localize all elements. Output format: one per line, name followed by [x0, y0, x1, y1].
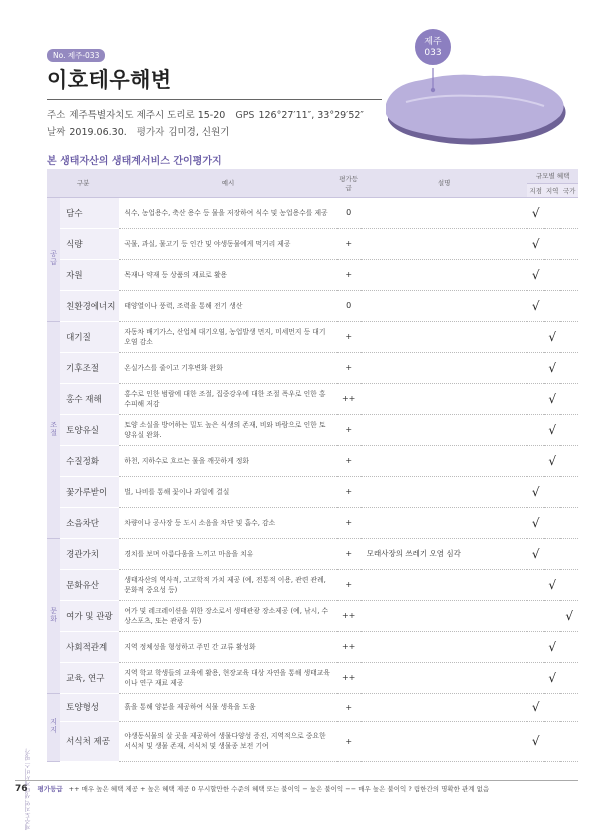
scale-national-cell	[560, 228, 578, 259]
title-divider	[47, 99, 382, 100]
service-grade: ++	[337, 600, 361, 631]
service-note	[361, 414, 528, 445]
service-item: 식량	[60, 228, 119, 259]
scale-local-cell	[527, 352, 543, 383]
scale-national-cell	[560, 197, 578, 228]
service-example: 생태자산의 역사적, 고고학적 가치 제공 (예, 전통적 이용, 관련 관례, 문화적 중요성 등)	[119, 569, 336, 600]
scale-local-cell: √	[527, 476, 543, 507]
scale-local-cell	[527, 662, 543, 693]
date-value: 2019.06.30.	[69, 127, 127, 138]
gps-value: 126°27′11″, 33°29′52″	[258, 110, 364, 121]
legend-label: 평가등급	[37, 785, 63, 793]
scale-regional-cell: √	[544, 383, 560, 414]
service-example: 차량이나 공사장 등 도시 소음을 차단 및 흡수, 감소	[119, 507, 336, 538]
scale-national-cell	[560, 445, 578, 476]
scale-regional-cell	[544, 476, 560, 507]
table-row	[47, 662, 578, 693]
category-cell	[47, 693, 60, 761]
scale-regional-cell: √	[544, 414, 560, 445]
scale-regional-cell	[544, 600, 560, 631]
service-note	[361, 476, 528, 507]
table-row	[47, 414, 578, 445]
category-cell	[47, 321, 60, 538]
service-note	[361, 631, 528, 662]
scale-national-cell	[560, 507, 578, 538]
category-cell	[47, 197, 60, 321]
scale-national-cell	[560, 569, 578, 600]
table-row	[47, 445, 578, 476]
table-row	[47, 693, 578, 721]
service-example: 곡물, 과실, 물고기 등 인간 및 야생동물에게 먹거리 제공	[119, 228, 336, 259]
legend-text: ++ 매우 높은 혜택 제공 + 높은 혜택 제공 0 무시할만한 수준의 혜택 또는 불이익 − 높은 불이익 −− 매우 높은 불이익 ? 림한간의 명확한 관계 없음	[68, 785, 490, 793]
scale-local-cell: √	[527, 259, 543, 290]
side-caption: 제주도지역 생태계서비스 평가	[25, 748, 32, 830]
service-example: 식수, 농업용수, 축산 용수 등 물을 저장하여 식수 및 농업용수를 제공	[119, 197, 336, 228]
service-item: 서식처 제공	[60, 721, 119, 761]
service-grade: 0	[337, 197, 361, 228]
service-item: 문화유산	[60, 569, 119, 600]
service-grade: ++	[337, 662, 361, 693]
service-item: 경관가치	[60, 538, 119, 569]
service-item: 토양형성	[60, 693, 119, 721]
service-item: 꽃가루받이	[60, 476, 119, 507]
service-example: 흙을 통해 양분을 제공하여 식물 생육을 도움	[119, 693, 336, 721]
scale-regional-cell: √	[544, 352, 560, 383]
scale-local-cell	[527, 321, 543, 352]
scale-local-cell: √	[527, 693, 543, 721]
service-note	[361, 569, 528, 600]
service-note	[361, 662, 528, 693]
scale-regional-cell	[544, 228, 560, 259]
table-row	[47, 321, 578, 352]
header-local: 지점	[527, 183, 543, 197]
service-grade: 0	[337, 290, 361, 321]
section-title: 본 생태자산의 생태계서비스 간이평가지	[47, 156, 222, 167]
scale-local-cell: √	[527, 197, 543, 228]
header-grade: 평가등급	[337, 169, 361, 197]
table-row	[47, 352, 578, 383]
page-number: 76	[15, 784, 28, 794]
table-body	[47, 197, 578, 761]
scale-local-cell	[527, 383, 543, 414]
service-grade: +	[337, 414, 361, 445]
header-note: 설명	[361, 169, 528, 197]
service-grade: +	[337, 569, 361, 600]
scale-regional-cell: √	[544, 445, 560, 476]
scale-regional-cell: √	[544, 569, 560, 600]
scale-national-cell	[560, 631, 578, 662]
page-title: 이호테우해변	[47, 68, 172, 92]
category-label: 지지	[49, 718, 58, 734]
table-row	[47, 600, 578, 631]
service-grade: +	[337, 445, 361, 476]
service-example: 지역 학교 학생들의 교육에 활용, 현장교육 대상 자연을 통해 생태교육이나 연구 재료 제공	[119, 662, 336, 693]
table-row	[47, 290, 578, 321]
service-note	[361, 352, 528, 383]
category-label: 공급	[49, 250, 58, 266]
service-item: 교육, 연구	[60, 662, 119, 693]
service-example: 홍수로 인한 범람에 대한 조절, 집중강우에 대한 조절 폭우로 인한 홍수피해 저감	[119, 383, 336, 414]
map-marker-label: 제주	[424, 37, 442, 47]
table-row	[47, 197, 578, 228]
service-example: 야생동식물의 살 곳을 제공하여 생물다양성 증진, 지역적으로 중요한 서식처 및 생물 존재, 서식처 및 생물종 보전 기여	[119, 721, 336, 761]
category-label: 문화	[49, 606, 58, 623]
service-note	[361, 507, 528, 538]
service-grade: +	[337, 721, 361, 761]
scale-local-cell: √	[527, 228, 543, 259]
scale-regional-cell: √	[544, 662, 560, 693]
header-example: 예시	[119, 169, 336, 197]
service-item: 대기질	[60, 321, 119, 352]
header-scale: 규모별 혜택	[527, 169, 578, 183]
scale-national-cell	[560, 414, 578, 445]
footer-divider	[15, 780, 578, 781]
table-row	[47, 383, 578, 414]
service-note	[361, 197, 528, 228]
service-grade: +	[337, 507, 361, 538]
scale-regional-cell	[544, 197, 560, 228]
service-item: 담수	[60, 197, 119, 228]
ecosystem-service-table	[47, 169, 578, 762]
service-grade: ++	[337, 383, 361, 414]
scale-local-cell: √	[527, 721, 543, 761]
scale-national-cell	[560, 476, 578, 507]
service-example: 태양열이나 풍력, 조력을 통해 전기 생산	[119, 290, 336, 321]
service-example: 자동차 배기가스, 산업체 대기오염, 농업발생 먼지, 미세먼지 등 대기오염 감소	[119, 321, 336, 352]
service-grade: +	[337, 259, 361, 290]
service-item: 사회적관계	[60, 631, 119, 662]
service-example: 벌, 나비를 통해 꽃이나 과일에 결실	[119, 476, 336, 507]
service-example: 경치를 보며 아름다움을 느끼고 마음을 치유	[119, 538, 336, 569]
scale-national-cell	[560, 538, 578, 569]
evaluator-label: 평가자	[136, 127, 165, 138]
date-label: 날짜	[47, 127, 66, 138]
service-item: 소음차단	[60, 507, 119, 538]
scale-regional-cell	[544, 259, 560, 290]
scale-local-cell	[527, 569, 543, 600]
service-grade: +	[337, 476, 361, 507]
service-note	[361, 259, 528, 290]
scale-local-cell	[527, 414, 543, 445]
scale-regional-cell	[544, 507, 560, 538]
service-note	[361, 228, 528, 259]
service-note	[361, 321, 528, 352]
table-row	[47, 538, 578, 569]
service-item: 자원	[60, 259, 119, 290]
service-note: 모래사장의 쓰레기 오염 심각	[361, 538, 528, 569]
service-item: 수질정화	[60, 445, 119, 476]
scale-regional-cell	[544, 538, 560, 569]
scale-local-cell	[527, 631, 543, 662]
service-item: 토양유실	[60, 414, 119, 445]
scale-local-cell: √	[527, 290, 543, 321]
table-row	[47, 721, 578, 761]
service-note	[361, 600, 528, 631]
scale-regional-cell: √	[544, 631, 560, 662]
table-row	[47, 631, 578, 662]
address-line	[47, 107, 364, 121]
service-item: 친환경에너지	[60, 290, 119, 321]
header-category: 구분	[47, 169, 119, 197]
address-value: 제주특별자치도 제주시 도리로 15-20	[69, 110, 226, 121]
service-item: 여가 및 관광	[60, 600, 119, 631]
table-row	[47, 476, 578, 507]
scale-national-cell	[560, 259, 578, 290]
service-note	[361, 290, 528, 321]
service-example: 온실가스를 줄이고 기후변화 완화	[119, 352, 336, 383]
scale-national-cell	[560, 721, 578, 761]
jeju-island-map	[376, 22, 576, 152]
service-grade: +	[337, 228, 361, 259]
scale-regional-cell	[544, 290, 560, 321]
scale-local-cell: √	[527, 538, 543, 569]
table-row	[47, 507, 578, 538]
table-row	[47, 228, 578, 259]
service-example: 하천, 지하수로 흐르는 물을 깨끗하게 정화	[119, 445, 336, 476]
scale-national-cell: √	[560, 600, 578, 631]
service-item: 기후조절	[60, 352, 119, 383]
service-grade: +	[337, 693, 361, 721]
service-grade: +	[337, 321, 361, 352]
scale-local-cell: √	[527, 507, 543, 538]
service-grade: ++	[337, 631, 361, 662]
table-row	[47, 569, 578, 600]
evaluator-value: 김미경, 신원기	[168, 127, 230, 138]
scale-national-cell	[560, 693, 578, 721]
gps-label: GPS	[235, 110, 255, 121]
service-example: 지역 정체성을 형성하고 주민 간 교류 활성화	[119, 631, 336, 662]
scale-local-cell	[527, 600, 543, 631]
scale-regional-cell	[544, 693, 560, 721]
service-grade: +	[337, 352, 361, 383]
scale-national-cell	[560, 290, 578, 321]
table-row	[47, 259, 578, 290]
address-label: 주소	[47, 110, 66, 121]
header-regional: 지역	[544, 183, 560, 197]
scale-regional-cell	[544, 721, 560, 761]
scale-national-cell	[560, 321, 578, 352]
service-note	[361, 721, 528, 761]
category-label: 조절	[49, 420, 58, 437]
scale-regional-cell: √	[544, 321, 560, 352]
service-grade: +	[337, 538, 361, 569]
service-note	[361, 383, 528, 414]
service-example: 토양 소실을 방어하는 밀도 높은 식생의 존재, 비와 바람으로 인한 토양유실 완화.	[119, 414, 336, 445]
category-cell	[47, 538, 60, 693]
scale-national-cell	[560, 662, 578, 693]
service-note	[361, 693, 528, 721]
service-example: 목재나 약재 등 상품의 재료로 활용	[119, 259, 336, 290]
scale-local-cell	[527, 445, 543, 476]
scale-national-cell	[560, 383, 578, 414]
scale-national-cell	[560, 352, 578, 383]
date-line	[47, 124, 229, 138]
service-item: 홍수 재해	[60, 383, 119, 414]
service-note	[361, 445, 528, 476]
site-code-badge: No. 제주-033	[47, 49, 105, 62]
service-example: 여가 및 레크레이션을 위한 장소로서 생태관광 장소제공 (예, 낚시, 수상스포츠, 또는 관광지 등)	[119, 600, 336, 631]
footer	[15, 784, 489, 794]
map-marker-number: 033	[424, 48, 442, 58]
header-national: 국가	[560, 183, 578, 197]
